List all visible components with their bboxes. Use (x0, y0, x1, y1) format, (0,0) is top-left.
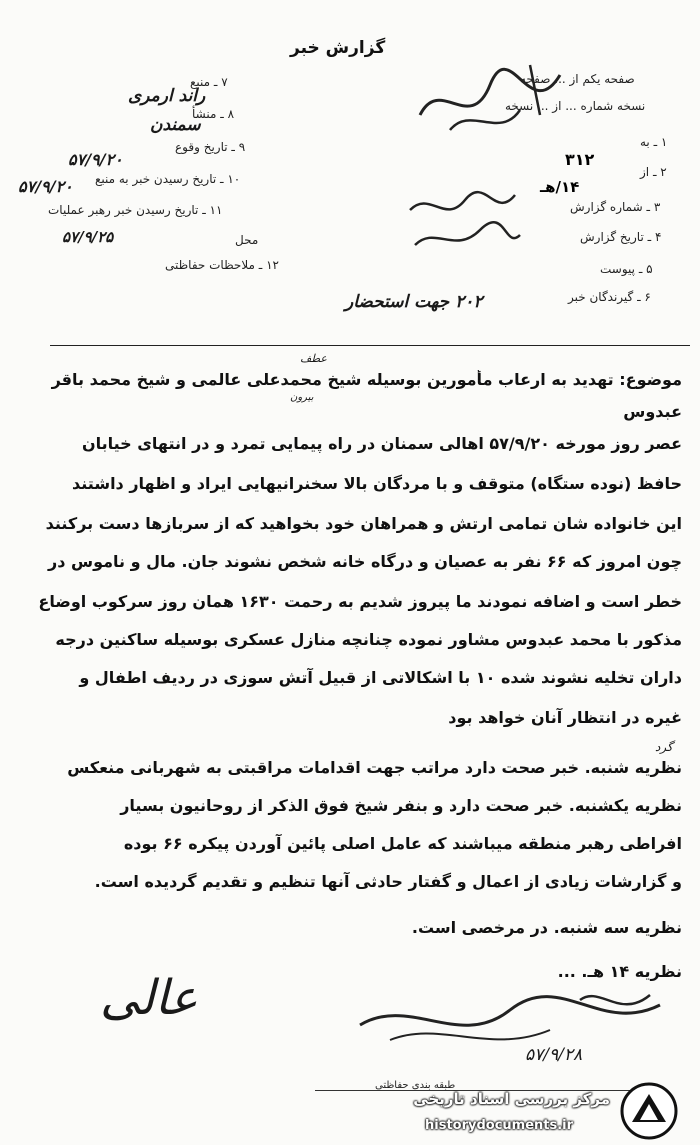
body-line-7: خطر است و اضافه نمودند ما پیروز شدیم به رحمت ۱۶۳۰ همان روز سرکوب اوضاع (38, 592, 682, 611)
body-line-14: و گزارشات زیادی از اعمال و گفتار حادثی آنها تنظیم و تقدیم گردیده است. (94, 872, 682, 891)
body-line-4: حافظ (نوده ستگاه) متوقف و با مردگان بالا سخنرانیهایی ایراد و اظهار داشتند (72, 474, 682, 493)
field-origin-label: ۸ ـ منشأ (192, 107, 235, 121)
watermark-logo-icon (620, 1082, 678, 1140)
body-line-16: نظریه ۱۴ هـ. ... (557, 962, 682, 981)
header-divider (50, 345, 690, 346)
header-signature-handwriting (410, 55, 570, 145)
field-report-number-label: ۳ ـ شماره گزارش (570, 200, 661, 214)
field-received-source-label: ۱۰ ـ تاریخ رسیدن خبر به منبع (95, 172, 241, 186)
field-source-label: ۷ ـ منبع (190, 75, 228, 89)
body-line-5: این خانواده شان تمامی ارتش و همراهان خود بخواهید که از سربازها دست برکنند (45, 514, 682, 533)
body-line-12: نظریه یکشنبه. خبر صحت دارد و بنفر شیخ فوق الذکر از روحانیون بسیار (120, 796, 682, 815)
field-received-ops-value: ۵۷/۹/۲۵ (62, 228, 114, 246)
insert-word: گرد (655, 740, 673, 754)
field-occurrence-date-value: ۵۷/۹/۲۰ (68, 150, 123, 169)
field-received-ops-label: ۱۱ ـ تاریخ رسیدن خبر رهبر عملیات (48, 203, 223, 217)
field-copy-label: نسخه شماره ... از ... نسخه (505, 99, 646, 113)
field-attachment-label: ۵ ـ پیوست (600, 262, 653, 276)
field-recipients-value: ۲۰۲ جهت استحضار (345, 292, 483, 312)
body-line-6: چون امروز که ۶۶ نفر به عصیان و درگاه خانه شخص نشوند جان. مال و ناموس در (48, 552, 682, 571)
field-report-number-value: ۱۴/هـ (540, 178, 580, 196)
bottom-date: ۵۷/۹/۲۸ (525, 1045, 583, 1065)
body-line-9: داران تخلیه نشوند شده ۱۰ با اشکالاتی از قبیل آتش سوزی در ردیف اطفال و (79, 668, 682, 687)
body-line-2: عبدوس (623, 402, 682, 421)
field-from-label: ۲ ـ از (640, 165, 667, 179)
margin-handwriting: عالی (100, 970, 198, 1026)
field-place-label: محل (235, 233, 259, 247)
insert-above-word: عطف (300, 352, 327, 365)
footer-security-classification: طبقه بندی حفاظتی (375, 1080, 456, 1091)
field-occurrence-date-label: ۹ ـ تاریخ وقوع (175, 140, 246, 154)
field-report-date-label: ۴ ـ تاریخ گزارش (580, 230, 662, 244)
field-received-source-value: ۵۷/۹/۲۰ (18, 177, 73, 196)
body-line-11: نظریه شنبه. خبر صحت دارد مراتب جهت اقدامات مراقبتی به شهربانی منعکس (67, 758, 682, 777)
body-line-1: موضوع: تهدید به ارعاب مأمورین بوسیله شیخ محمدعلی عالمی و شیخ محمد باقر (51, 370, 682, 389)
body-line-13: افراطی رهبر منطقه میباشند که عامل اصلی پائین آوردن پیکره ۶۶ بوده (123, 834, 682, 853)
field-source-value: راند ارمری (128, 86, 206, 106)
body-line-15: نظریه سه شنبه. در مرخصی است. (411, 918, 682, 937)
field-to-label: ۱ ـ به (640, 135, 668, 149)
watermark-url: historydocuments.ir (425, 1118, 574, 1133)
watermark-org-name: مرکز بررسی اسناد تاریخی (413, 1090, 610, 1108)
signature-block (350, 980, 670, 1060)
insert-above-word-2: بیرون (290, 392, 314, 403)
field-from-value: ۳۱۲ (565, 150, 595, 169)
body-line-10: غیره در انتظار آنان خواهد بود (448, 708, 682, 727)
field-recipients-label: ۶ ـ گیرندگان خبر (568, 290, 651, 304)
field-page-label: صفحه یکم از ... صفحه (520, 72, 635, 86)
body-line-8: مذکور با محمد عبدوس مشاور نموده چنانچه منازل عسکری بوسیله ساکنین درجه (55, 630, 682, 649)
field-origin-value: سمندن (150, 115, 201, 135)
document-title: گزارش خبر (290, 38, 386, 58)
body-line-3: عصر روز مورخه ۵۷/۹/۲۰ اهالی سمنان در راه پیمایی تمرد و در انتهای خیابان (81, 434, 682, 453)
field-security-notes-label: ۱۲ ـ ملاحظات حفاظتی (165, 258, 279, 272)
report-date-handwriting (405, 185, 525, 260)
